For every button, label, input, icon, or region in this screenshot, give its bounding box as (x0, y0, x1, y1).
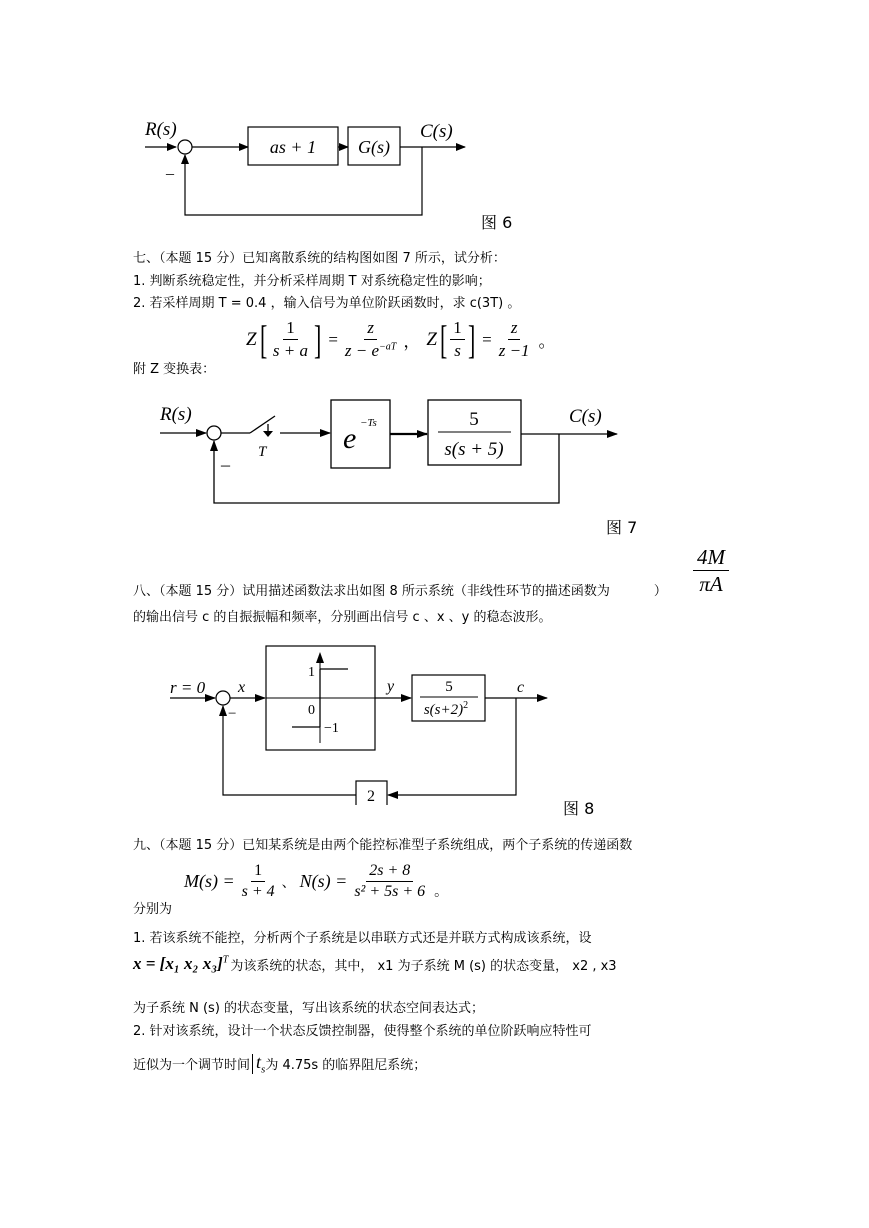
figure-7-block-diagram (155, 398, 625, 510)
z-separator: ， (403, 332, 421, 351)
fig6-minus-sign: _ (166, 160, 174, 177)
N-num: 2s + 8 (366, 862, 413, 882)
z1-result (342, 318, 399, 361)
N-fraction (351, 862, 428, 901)
z2-operator: Z (426, 328, 437, 350)
df-denominator: πA (699, 572, 723, 596)
q7-line3: 2. 若采样周期 T = 0.4 ，输入信号为单位阶跃函数时，求 c(3T) 。 (133, 296, 521, 311)
fig8-y-label: y (387, 678, 395, 695)
z1-res-exp: −aT (379, 341, 397, 353)
M-lhs: M(s) = (184, 871, 235, 891)
fig6-input-label: R(s) (145, 119, 177, 140)
fig7-plant-den: s(s + 5) (444, 439, 504, 460)
fig8-plant-den: $s(s+2)^2$ (423, 700, 469, 718)
z2-arg-den: s (454, 341, 461, 360)
z2-argument (450, 318, 465, 361)
fig6-summing-junction (178, 140, 192, 154)
q7-line2: 1. 判断系统稳定性，并分析采样周期 T 对系统稳定性的影响； (133, 274, 491, 289)
q9-item2: 2. 针对该系统，设计一个状态反馈控制器，使得整个系统的单位阶跃响应特性可 (133, 1024, 592, 1039)
state-description: 为该系统的状态，其中， x1 为子系统 M (s) 的状态变量， x2 , x3 (230, 958, 617, 974)
q8-line1-text: 八、（本题 15 分）试用描述函数法求出如图 8 所示系统（非线性环节的描述函数为 (133, 584, 610, 599)
q9-item1: 1. 若该系统不能控，分析两个子系统是以串联方式还是并联方式构成该系统，设 (133, 931, 592, 946)
fig8-x-label: x (238, 679, 246, 696)
q8-line2: 的输出信号 c 的自振振幅和频率，分别画出信号 c 、x 、y 的稳态波形。 (133, 610, 552, 625)
state-vector-expr: x = [x₁ x₂ x₃] (133, 954, 223, 973)
fig7-output-label: C(s) (569, 406, 602, 427)
fig8-caption: 图 8 (563, 799, 595, 818)
state-transpose: T (222, 954, 229, 966)
z1-arg-den: s + a (272, 341, 308, 360)
fig8-input-label: r = 0 (170, 678, 206, 697)
fig7-summing-junction (207, 426, 221, 440)
z1-res-den: z − e (344, 341, 380, 360)
q9-transfer-functions (184, 862, 448, 901)
fig8-relay-zero: 0 (308, 703, 315, 718)
fig8-relay-neg: −1 (324, 721, 339, 736)
z1-argument (270, 318, 311, 361)
M-num: 1 (251, 862, 265, 882)
fig7-input-label: R(s) (160, 404, 192, 425)
q9-line1: 九、（本题 15 分）已知某系统是由两个能控标准型子系统组成，两个子系统的传递函数 (133, 838, 633, 853)
z1-res-num: z (364, 318, 377, 340)
ts-bar (252, 1054, 253, 1074)
fig8-relay-pos: 1 (308, 665, 315, 680)
fig6-block-lead-label: as + 1 (269, 137, 317, 157)
M-den: s + 4 (241, 883, 275, 900)
q9-tf-end: 。 (434, 885, 449, 900)
fig7-plant-num: 5 (469, 409, 479, 430)
z1-operator: Z (246, 328, 257, 350)
q9-prefix: 分别为 (133, 902, 173, 917)
N-den: s² + 5s + 6 (354, 883, 426, 900)
df-numerator: 4M (693, 545, 729, 571)
z2-res-num: z (508, 318, 521, 340)
fig8-minus-sign: − (228, 706, 237, 722)
fig8-c-label: c (517, 679, 525, 696)
z2-result (496, 318, 533, 361)
q7-line1: 七、（本题 15 分）已知离散系统的结构图如图 7 所示，试分析： (133, 251, 506, 266)
fig7-minus-sign: _ (221, 448, 230, 468)
fig7-sampler-switch (250, 416, 275, 437)
q8-line1 (133, 580, 667, 599)
q9-last-line (133, 1052, 426, 1076)
z2-arg-num: 1 (450, 318, 465, 340)
fig8-plant-num: 5 (445, 679, 453, 695)
state-vector (133, 954, 228, 974)
fig7-caption: 图 7 (606, 518, 638, 537)
fig7-delay-exp: −Ts (360, 417, 377, 429)
q8-line1-close: ） (653, 584, 667, 599)
last-line-text-a: 近似为一个调节时间 (133, 1058, 251, 1074)
M-N-separator: 、 (281, 874, 296, 891)
N-lhs: N(s) = (299, 871, 348, 891)
q9-line4: 为子系统 N (s) 的状态变量，写出该系统的状态空间表达式； (133, 1001, 485, 1016)
settling-time-symbol: $t_s$ (256, 1052, 266, 1076)
z-table-end: 。 (538, 332, 556, 351)
figure-8-block-diagram (165, 640, 555, 805)
q8-describing-function (693, 545, 729, 597)
fig8-feedback-gain: 2 (367, 788, 375, 805)
q7-z-transform-table: Z [ $\frac{1}{s + a}$ ] = $\frac{z}{z - e^{-aT}}$ ， Z [ $\frac{1}{s}$ ] = $\frac{z}{z -1}$ 。 (246, 316, 556, 362)
fig8-summing-junction (216, 691, 230, 705)
q7-ztable-label: 附 Z 变换表： (133, 362, 216, 377)
fig6-block-plant-label: G(s) (358, 137, 390, 157)
fig6-caption: 图 6 (481, 213, 513, 232)
fig7-delay-block (331, 400, 390, 468)
fig6-output-label: C(s) (420, 121, 453, 142)
figure-6-block-diagram (135, 115, 480, 230)
last-line-text-b: 为 4.75s 的临界阻尼系统； (265, 1058, 427, 1074)
z2-res-den: z −1 (498, 341, 530, 360)
M-fraction (239, 862, 278, 901)
z1-arg-num: 1 (283, 318, 298, 340)
fig7-sampler-label: T (258, 444, 267, 460)
fig7-delay-base: e (343, 422, 357, 455)
q9-state-line (133, 954, 617, 974)
